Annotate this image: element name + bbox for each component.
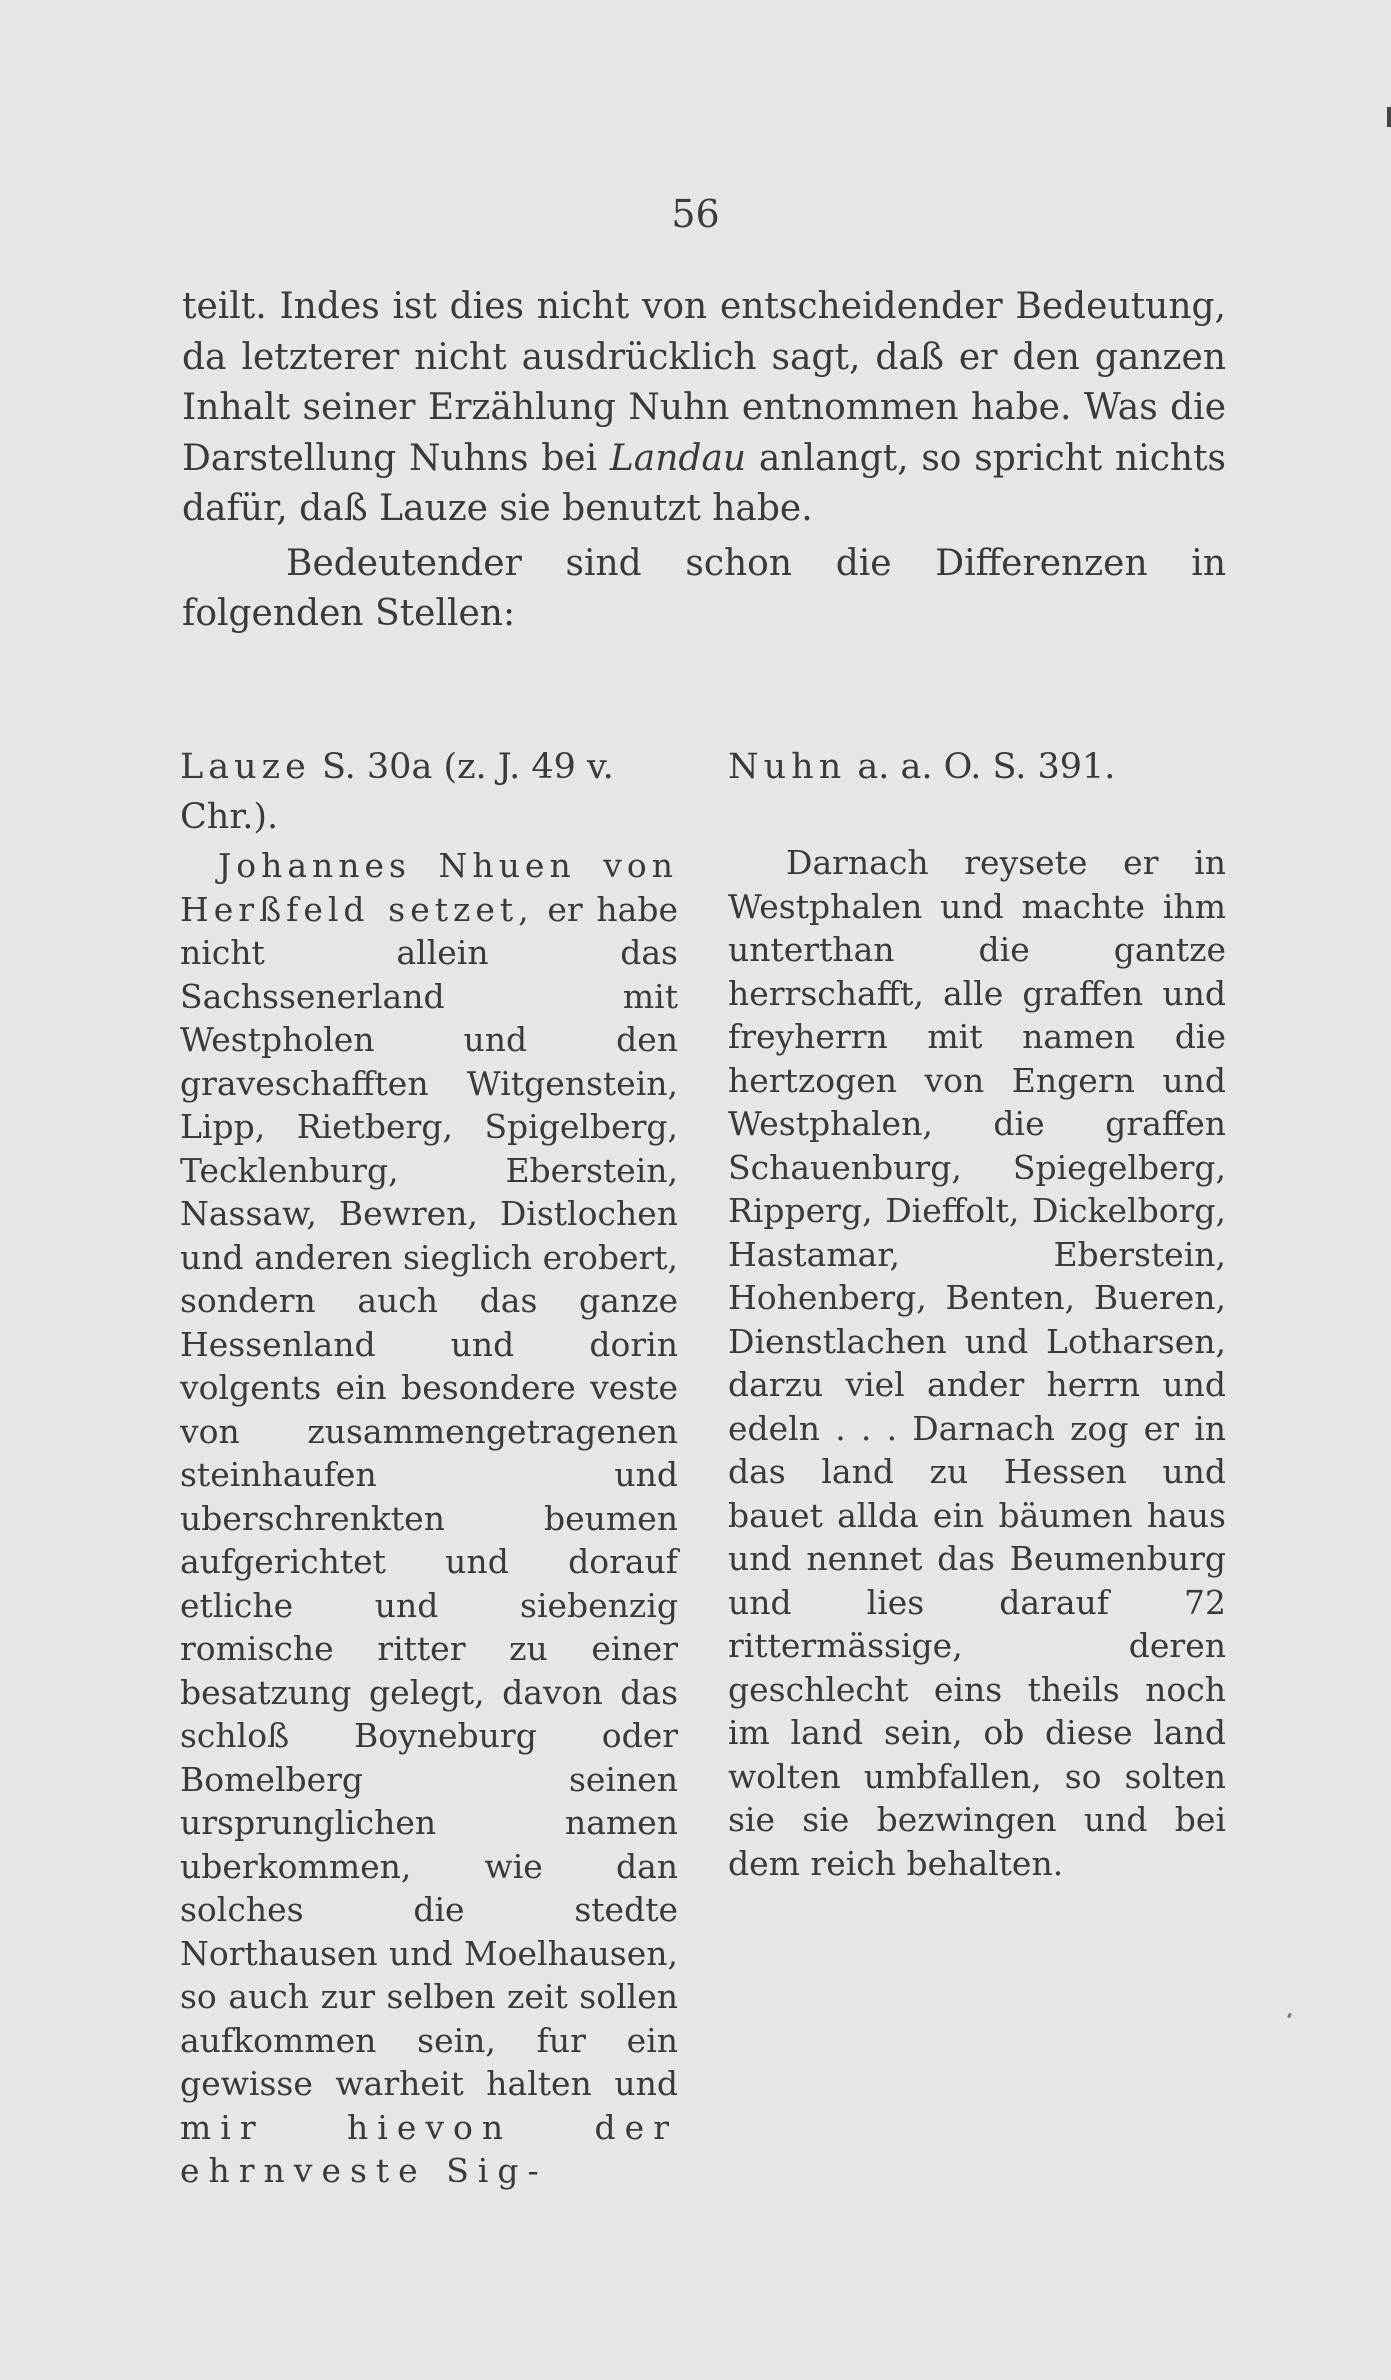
- left-column-heading: [180, 742, 678, 842]
- page-number: 56: [671, 192, 720, 236]
- left-spaced-opening: Johannes Nhuen von Herßfeld setzet,: [180, 846, 678, 929]
- right-heading-name: Nuhn: [728, 747, 847, 787]
- left-column-body: [180, 844, 678, 2193]
- right-column-body: Darnach reysete er in Westphalen und machte ihm unterthan die gantze herrschafft, alle graffen und freyherrn mit namen die hertzogen von Engern und Westphalen, die graffen Schauenburg, Spiegelberg, Ripperg, Dieffolt, Dickelborg, Hastamar, Eberstein, Hohenberg, Benten, Bueren, Dienstlachen und Lotharsen, darzu viel ander herrn und edeln . . . Darnach zog er in das land zu Hessen und bauet allda ein bäumen haus und nennet das Beumenburg und lies darauf 72 rittermässige, deren geschlecht eins theils noch im land sein, ob diese land wolten umbfallen, so solten sie sie bezwingen und bei dem reich behalten.: [728, 843, 1226, 1883]
- left-spaced-closing: mir hievon der ehrnveste Sig-: [180, 2107, 678, 2190]
- intro-text: [182, 282, 1226, 640]
- intro-p1-start: teilt. Indes ist dies nicht von entscheidender Bedeutung, da letzterer nicht ausdrücklich sagt, daß er den ganzen Inhalt seiner Erzählung Nuhn entnommen habe. Was die Darstellung Nuhns bei: [182, 286, 1226, 479]
- intro-paragraph-1: [182, 282, 1226, 535]
- left-body-text: er habe nicht allein das Sachssenerland mit Westpholen und den graveschafften Witgenstein, Lipp, Rietberg, Spigelberg, Tecklenburg, Eberstein, Nassaw, Bewren, Distlochen und anderen sieglich erobert, sondern auch das ganze Hessenland und dorin volgents ein besondere veste von zusammengetragenen steinhaufen und uberschrenkten beumen aufgerichtet und dorauf etliche und siebenzig romische ritter zu einer besatzung gelegt, davon das schloß Boyneburg oder Bomelberg seinen ursprunglichen namen uberkommen, wie dan solches die stedte Northausen und Moelhausen, so auch zur selben zeit sollen aufkommen sein, fur ein gewisse warheit halten und: [180, 889, 678, 2103]
- right-column: [728, 742, 1226, 1885]
- edge-mark: [1387, 107, 1391, 127]
- intro-paragraph-2: Bedeutender sind schon die Differenzen in folgenden Stellen:: [182, 542, 1226, 634]
- left-heading-name: Lauze: [180, 747, 311, 787]
- left-column: [180, 742, 678, 2193]
- right-column-heading: [728, 742, 1226, 792]
- intro-p1-italic: Landau: [609, 437, 747, 479]
- left-heading-rest: S. 30a (z. J. 49 v. Chr.).: [180, 747, 614, 837]
- intro-p1-end: anlangt, so spricht nichts dafür, daß Lauze sie benutzt habe.: [182, 437, 1227, 529]
- paper-speck: [1287, 2013, 1292, 2019]
- right-heading-rest: a. a. O. S. 391.: [846, 747, 1116, 787]
